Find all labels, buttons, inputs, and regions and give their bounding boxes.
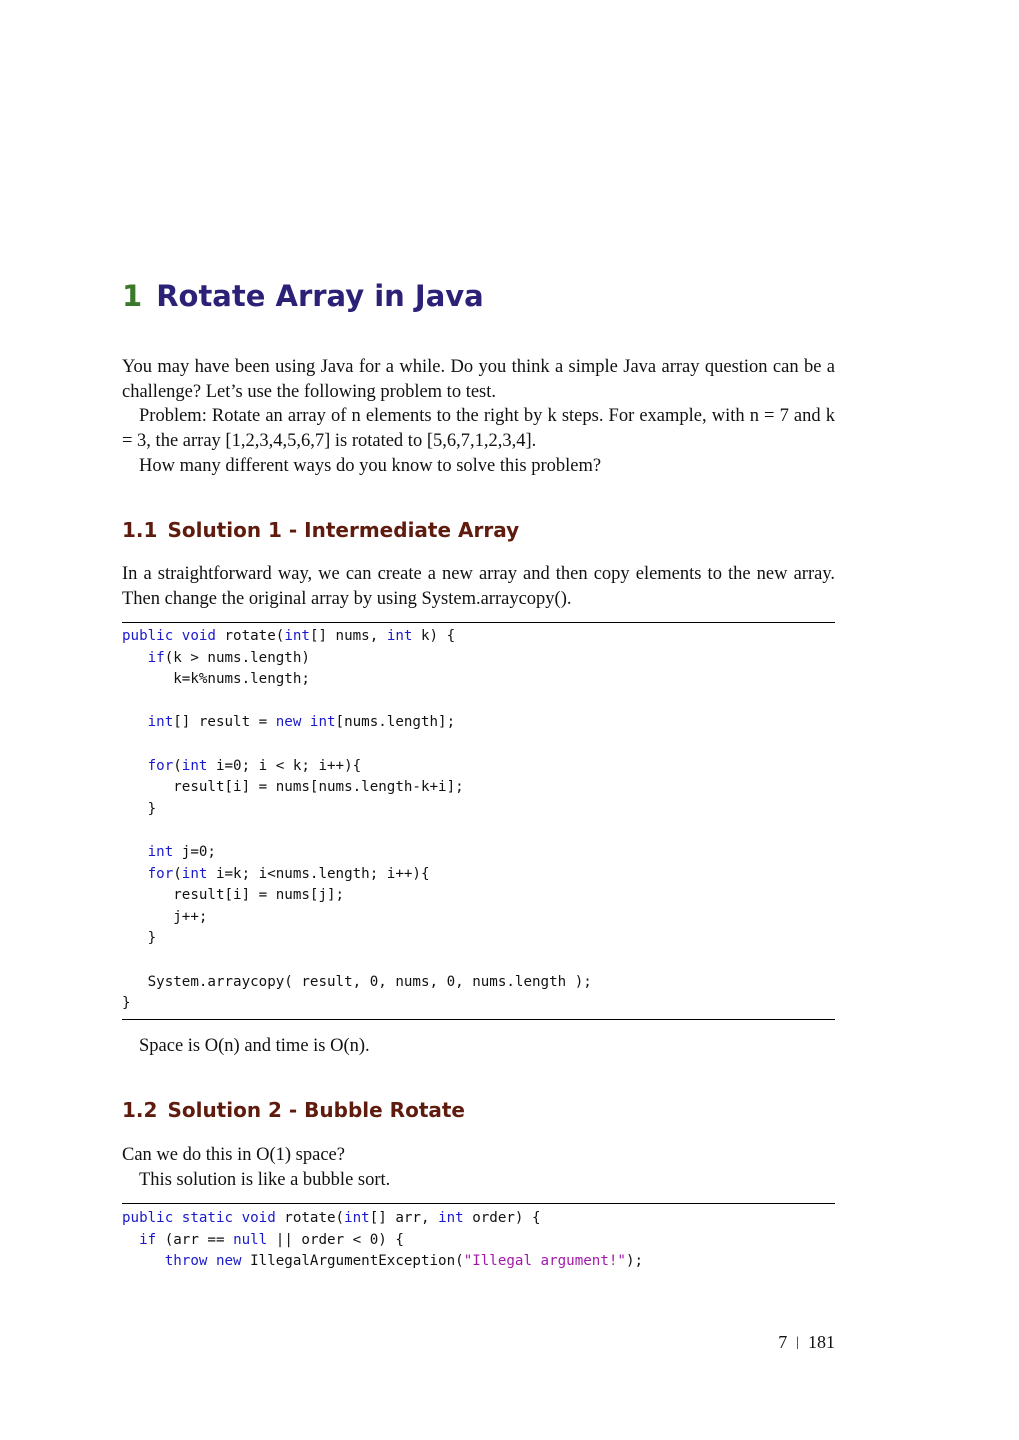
code-text: k) {	[412, 628, 456, 644]
code-text: rotate(	[215, 628, 285, 644]
code-keyword: new	[275, 714, 302, 731]
code-keyword: null	[233, 1231, 268, 1248]
code-line	[122, 885, 835, 907]
section2-paragraph-2: This solution is like a bubble sort.	[139, 1170, 391, 1190]
code-text	[122, 650, 148, 666]
code-rule-top	[122, 622, 835, 623]
code-block-solution-2	[122, 1208, 835, 1273]
code-text: rotate(	[275, 1210, 345, 1226]
code-keyword: int	[386, 628, 413, 644]
code-line	[122, 756, 835, 778]
code-keyword: int	[344, 1210, 370, 1226]
code-text: }	[122, 995, 131, 1012]
complexity-note: Space is O(n) and time is O(n).	[139, 1036, 370, 1056]
code-text	[122, 1253, 165, 1269]
code-keyword: int	[181, 865, 208, 882]
code-text: [nums.length];	[335, 714, 456, 731]
section-title: Solution 1 - Intermediate Array	[167, 518, 520, 542]
code-line	[122, 691, 835, 713]
code-keyword: if	[139, 1231, 157, 1248]
section-number: 1.2	[122, 1098, 158, 1122]
page-footer	[778, 1330, 835, 1355]
code-keyword: int	[284, 628, 310, 644]
code-line	[122, 907, 835, 929]
code-line	[122, 842, 835, 864]
chapter-heading	[122, 278, 484, 314]
code-text: }	[122, 800, 157, 817]
code-text: [] arr,	[369, 1210, 439, 1226]
code-line	[122, 972, 835, 994]
code-text: || order < 0) {	[267, 1231, 404, 1248]
code-keyword: public static void	[122, 1210, 276, 1226]
code-text	[122, 714, 148, 730]
code-keyword: for	[147, 757, 174, 774]
code-line	[122, 1208, 835, 1230]
code-text	[122, 1232, 139, 1248]
code-line	[122, 626, 835, 648]
intro-paragraph-1: You may have been using Java for a while. Do you think a simple Java array question can be a challenge? Let’s use the following problem to test.	[122, 357, 835, 402]
code-line	[122, 712, 835, 734]
code-line	[122, 993, 835, 1015]
code-text: }	[122, 930, 157, 947]
code-keyword: int	[181, 757, 208, 774]
code-text: (	[173, 757, 182, 774]
code-text: result[i] = nums[j];	[122, 887, 345, 904]
code-keyword: throw new	[164, 1253, 242, 1270]
code-keyword: for	[147, 865, 174, 882]
intro-paragraph-problem: Problem: Rotate an array of n elements to the right by k steps. For example, with n = 7 and k = 3, the array [1,2,3,4,5,6,7] is rotated to [5,6,7,1,2,3,4].	[122, 406, 835, 451]
code-keyword: int	[438, 1210, 464, 1226]
chapter-number: 1	[122, 279, 143, 313]
code-string: "Illegal argument!"	[463, 1253, 626, 1270]
code-text: j++;	[122, 908, 208, 925]
section1-paragraph: In a straightforward way, we can create a new array and then copy elements to the new array. Then change the original array by using System.arraycopy().	[122, 564, 835, 609]
code-line	[122, 864, 835, 886]
code-text: j=0;	[173, 843, 216, 860]
code-text: );	[625, 1253, 644, 1270]
code-keyword: int	[147, 843, 174, 860]
page-separator: |	[796, 1335, 799, 1350]
code-text	[301, 714, 310, 730]
code-text	[122, 866, 148, 882]
section-heading-1-1	[122, 517, 519, 543]
chapter-title: Rotate Array in Java	[156, 279, 484, 313]
code-line	[122, 928, 835, 950]
section2-paragraph-1: Can we do this in O(1) space?	[122, 1145, 345, 1165]
code-text	[122, 844, 148, 860]
code-text: (k > nums.length)	[164, 649, 310, 666]
code-block-solution-1	[122, 626, 835, 1015]
code-keyword: int	[147, 714, 174, 731]
code-rule-top	[122, 1203, 835, 1204]
code-line	[122, 734, 835, 756]
section-heading-1-2	[122, 1097, 465, 1123]
code-keyword: public void	[122, 628, 216, 644]
section-number: 1.1	[122, 518, 158, 542]
code-text: (arr ==	[156, 1231, 234, 1248]
code-line	[122, 669, 835, 691]
code-text: order) {	[463, 1210, 541, 1226]
code-line	[122, 1230, 835, 1252]
code-keyword: int	[309, 714, 336, 731]
code-keyword: if	[147, 649, 165, 666]
section-title: Solution 2 - Bubble Rotate	[167, 1098, 465, 1122]
code-text: [] nums,	[309, 628, 387, 644]
code-line	[122, 820, 835, 842]
code-text: [] result =	[173, 714, 276, 731]
code-text: i=0; i < k; i++){	[207, 757, 362, 774]
page-total: 181	[808, 1332, 835, 1352]
code-rule-bottom	[122, 1019, 835, 1020]
code-text: result[i] = nums[nums.length-k+i];	[122, 779, 464, 796]
code-text: k=k%nums.length;	[122, 671, 310, 688]
page-number: 7	[778, 1332, 788, 1352]
code-line	[122, 950, 835, 972]
code-text: (	[173, 865, 182, 882]
code-text: i=k; i<nums.length; i++){	[207, 865, 430, 882]
code-line	[122, 799, 835, 821]
code-text: System.arraycopy( result, 0, nums, 0, nums.length );	[122, 973, 592, 990]
code-line	[122, 648, 835, 670]
intro-paragraph-question: How many different ways do you know to solve this problem?	[139, 456, 602, 476]
code-line	[122, 777, 835, 799]
document-page	[122, 0, 835, 1440]
code-line	[122, 1251, 835, 1273]
code-text: IllegalArgumentException(	[241, 1253, 464, 1270]
code-text	[122, 758, 148, 774]
